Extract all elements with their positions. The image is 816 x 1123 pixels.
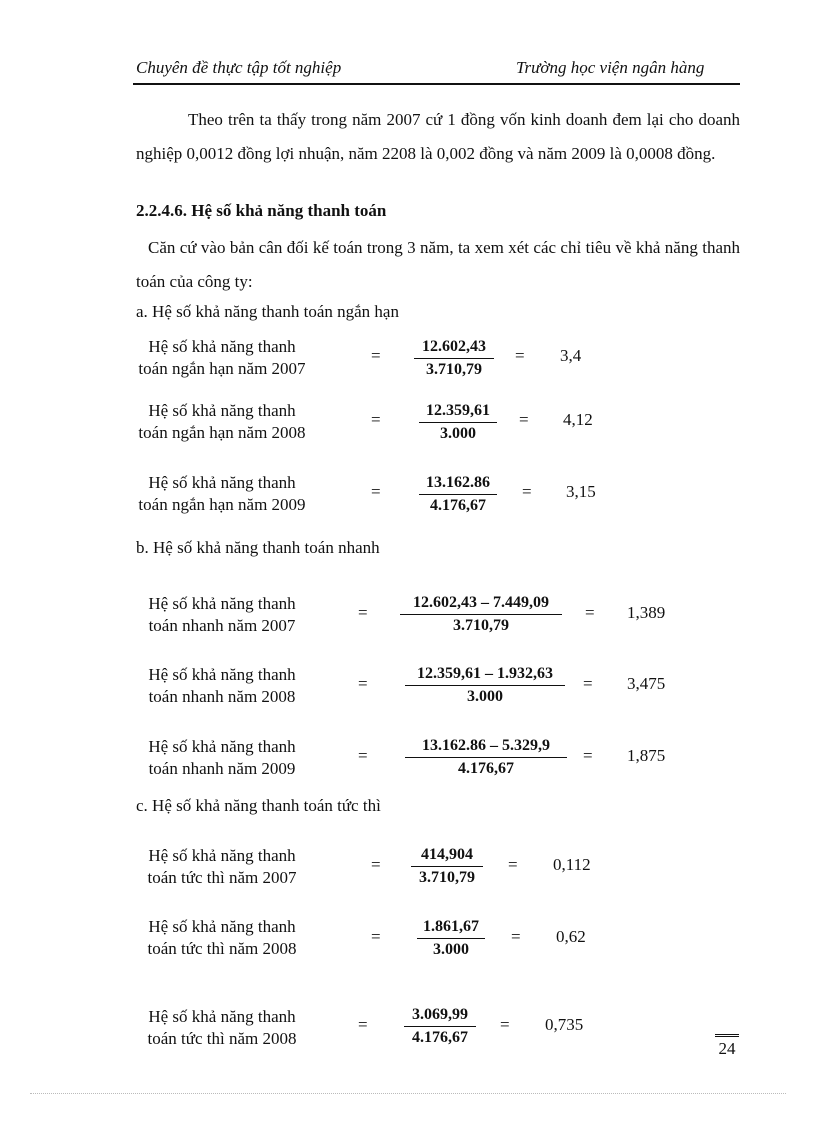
subsection-title-c: c. Hệ số khả năng thanh toán tức thì: [136, 796, 381, 815]
label-line-1: Hệ số khả năng thanh: [148, 401, 296, 420]
intro-paragraph: Theo trên ta thấy trong năm 2007 cứ 1 đồng vốn kinh doanh đem lại cho doanh nghiệp 0,0012 đồng lợi nhuận, năm 2208 là 0,002 đồng và năm 2009 là 0,0008 đồng.: [136, 110, 740, 163]
label-line-1: Hệ số khả năng thanh: [148, 665, 296, 684]
formula-label: [117, 593, 327, 637]
denominator: 3.000: [433, 941, 469, 958]
label-line-2: toán tức thì năm 2008: [147, 1029, 297, 1048]
result-value: 4,12: [563, 410, 593, 429]
numerator: 1.861,67: [423, 918, 479, 935]
numerator: 13.162.86 – 5.329,9: [422, 737, 550, 754]
formula-label: [117, 400, 327, 444]
numerator: 3.069,99: [412, 1006, 468, 1023]
numerator: 12.359,61 – 1.932,63: [417, 665, 553, 682]
equals-sign: =: [515, 346, 525, 365]
label-line-1: Hệ số khả năng thanh: [148, 1007, 296, 1026]
label-line-2: toán tức thì năm 2008: [147, 939, 297, 958]
equals-sign: =: [371, 482, 381, 501]
formula-label: [117, 1006, 327, 1050]
label-line-2: toán ngắn hạn năm 2008: [138, 423, 306, 442]
page-number: 24: [715, 1034, 739, 1059]
label-line-2: toán nhanh năm 2009: [148, 759, 296, 778]
equals-sign: =: [358, 603, 368, 622]
result-value: 3,475: [627, 674, 666, 693]
label-line-1: Hệ số khả năng thanh: [148, 917, 296, 936]
label-line-2: toán ngắn hạn năm 2009: [138, 495, 306, 514]
fraction: [419, 473, 497, 516]
result-value: 0,112: [553, 855, 591, 874]
numerator: 13.162.86: [426, 474, 490, 491]
equals-sign: =: [371, 855, 381, 874]
formula-label: [117, 845, 327, 889]
section-heading: 2.2.4.6. Hệ số khả năng thanh toán: [136, 201, 387, 220]
fraction: [405, 664, 565, 707]
fraction: [405, 736, 567, 779]
denominator: 3.710,79: [426, 361, 482, 378]
denominator: 4.176,67: [412, 1029, 468, 1046]
denominator: 3.000: [467, 688, 503, 705]
equals-sign: =: [358, 1015, 368, 1034]
subsection-title-b: b. Hệ số khả năng thanh toán nhanh: [136, 538, 380, 557]
equals-sign: =: [583, 674, 593, 693]
equals-sign: =: [500, 1015, 510, 1034]
result-value: 0,62: [556, 927, 586, 946]
fraction: [404, 1005, 476, 1048]
label-line-1: Hệ số khả năng thanh: [148, 337, 296, 356]
result-value: 3,4: [560, 346, 582, 365]
result-value: 3,15: [566, 482, 596, 501]
label-line-2: toán nhanh năm 2007: [148, 616, 296, 635]
denominator: 3.710,79: [453, 617, 509, 634]
denominator: 4.176,67: [430, 497, 486, 514]
label-line-1: Hệ số khả năng thanh: [148, 846, 296, 865]
fraction: [417, 917, 485, 960]
numerator: 414,904: [421, 846, 473, 863]
label-line-2: toán tức thì năm 2007: [147, 868, 297, 887]
label-line-1: Hệ số khả năng thanh: [148, 473, 296, 492]
equals-sign: =: [522, 482, 532, 501]
header-divider: [133, 83, 740, 85]
equals-sign: =: [371, 346, 381, 365]
equals-sign: =: [511, 927, 521, 946]
footer-divider: [30, 1093, 786, 1094]
numerator: 12.602,43 – 7.449,09: [413, 594, 549, 611]
label-line-1: Hệ số khả năng thanh: [148, 594, 296, 613]
denominator: 4.176,67: [458, 760, 514, 777]
denominator: 3.000: [440, 425, 476, 442]
fraction: [400, 593, 562, 636]
formula-label: [117, 664, 327, 708]
section-intro: Căn cứ vào bản cân đối kế toán trong 3 năm, ta xem xét các chỉ tiêu về khả năng thanh toán của công ty:: [136, 238, 740, 291]
numerator: 12.602,43: [422, 338, 486, 355]
fraction: [419, 401, 497, 444]
formula-label: [117, 916, 327, 960]
result-value: 1,875: [627, 746, 666, 765]
equals-sign: =: [583, 746, 593, 765]
fraction: [411, 845, 483, 888]
result-value: 0,735: [545, 1015, 584, 1034]
label-line-2: toán ngắn hạn năm 2007: [138, 359, 306, 378]
result-value: 1,389: [627, 603, 666, 622]
formula-label: [117, 336, 327, 380]
equals-sign: =: [371, 927, 381, 946]
formula-label: [117, 736, 327, 780]
equals-sign: =: [585, 603, 595, 622]
equals-sign: =: [358, 746, 368, 765]
denominator: 3.710,79: [419, 869, 475, 886]
equals-sign: =: [371, 410, 381, 429]
header-left-title: Chuyên đề thực tập tốt nghiệp: [136, 58, 342, 77]
header-right-title: Trường học viện ngân hàng: [516, 58, 705, 77]
equals-sign: =: [508, 855, 518, 874]
numerator: 12.359,61: [426, 402, 490, 419]
equals-sign: =: [358, 674, 368, 693]
equals-sign: =: [519, 410, 529, 429]
fraction: [414, 337, 494, 380]
subsection-title-a: a. Hệ số khả năng thanh toán ngắn hạn: [136, 302, 399, 321]
formula-label: [117, 472, 327, 516]
label-line-2: toán nhanh năm 2008: [148, 687, 296, 706]
label-line-1: Hệ số khả năng thanh: [148, 737, 296, 756]
